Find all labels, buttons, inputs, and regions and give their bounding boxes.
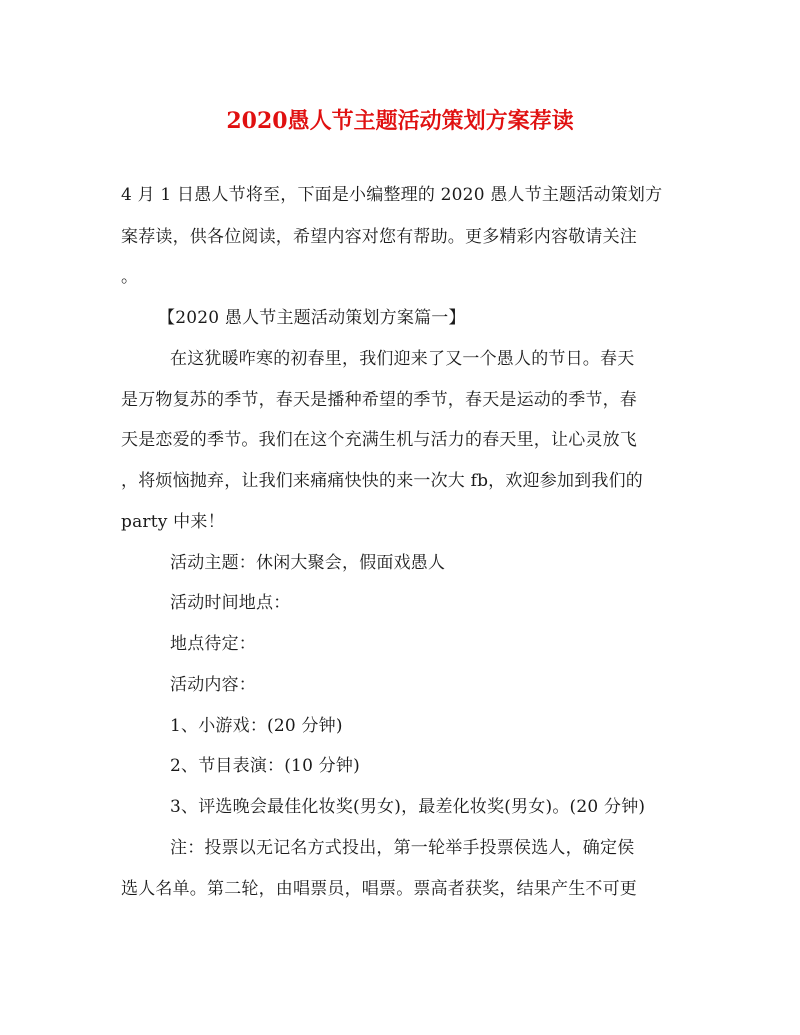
activity-place: 地点待定： [170, 634, 256, 654]
paragraph-line-2: 是万物复苏的季节，春天是播种希望的季节，春天是运动的季节，春 [121, 390, 637, 410]
paragraph-line-1: 在这犹暖咋寒的初春里，我们迎来了又一个愚人的节日。春天 [170, 349, 635, 369]
activity-content-label: 活动内容： [170, 675, 256, 695]
activity-theme: 活动主题：休闲大聚会，假面戏愚人 [170, 553, 446, 573]
activity-time-place: 活动时间地点： [170, 593, 291, 613]
section-heading: 【2020 愚人节主题活动策划方案篇一】 [158, 308, 466, 328]
activity-item-3: 3、评选晚会最佳化妆奖(男女)，最差化妆奖(男女)。(20 分钟) [170, 797, 646, 817]
activity-item-1: 1、小游戏：(20 分钟) [170, 716, 343, 736]
activity-item-2: 2、节目表演：(10 分钟) [170, 756, 360, 776]
intro-line-1: 4 月 1 日愚人节将至，下面是小编整理的 2020 愚人节主题活动策划方 [121, 185, 663, 205]
note-line-1: 注：投票以无记名方式投出，第一轮举手投票侯选人，确定侯 [170, 838, 635, 858]
paragraph-line-3: 天是恋爱的季节。我们在这个充满生机与活力的春天里，让心灵放飞 [121, 430, 637, 450]
intro-line-2: 案荐读，供各位阅读，希望内容对您有帮助。更多精彩内容敬请关注 [121, 227, 637, 247]
document-title: 2020愚人节主题活动策划方案荐读 [226, 108, 574, 134]
paragraph-line-5: party 中来！ [121, 512, 225, 532]
note-line-2: 选人名单。第二轮，由唱票员，唱票。票高者获奖，结果产生不可更 [121, 879, 637, 899]
paragraph-line-4: ，将烦恼抛弃，让我们来痛痛快快的来一次大 fb，欢迎参加到我们的 [121, 471, 643, 491]
intro-line-3: 。 [121, 267, 139, 287]
